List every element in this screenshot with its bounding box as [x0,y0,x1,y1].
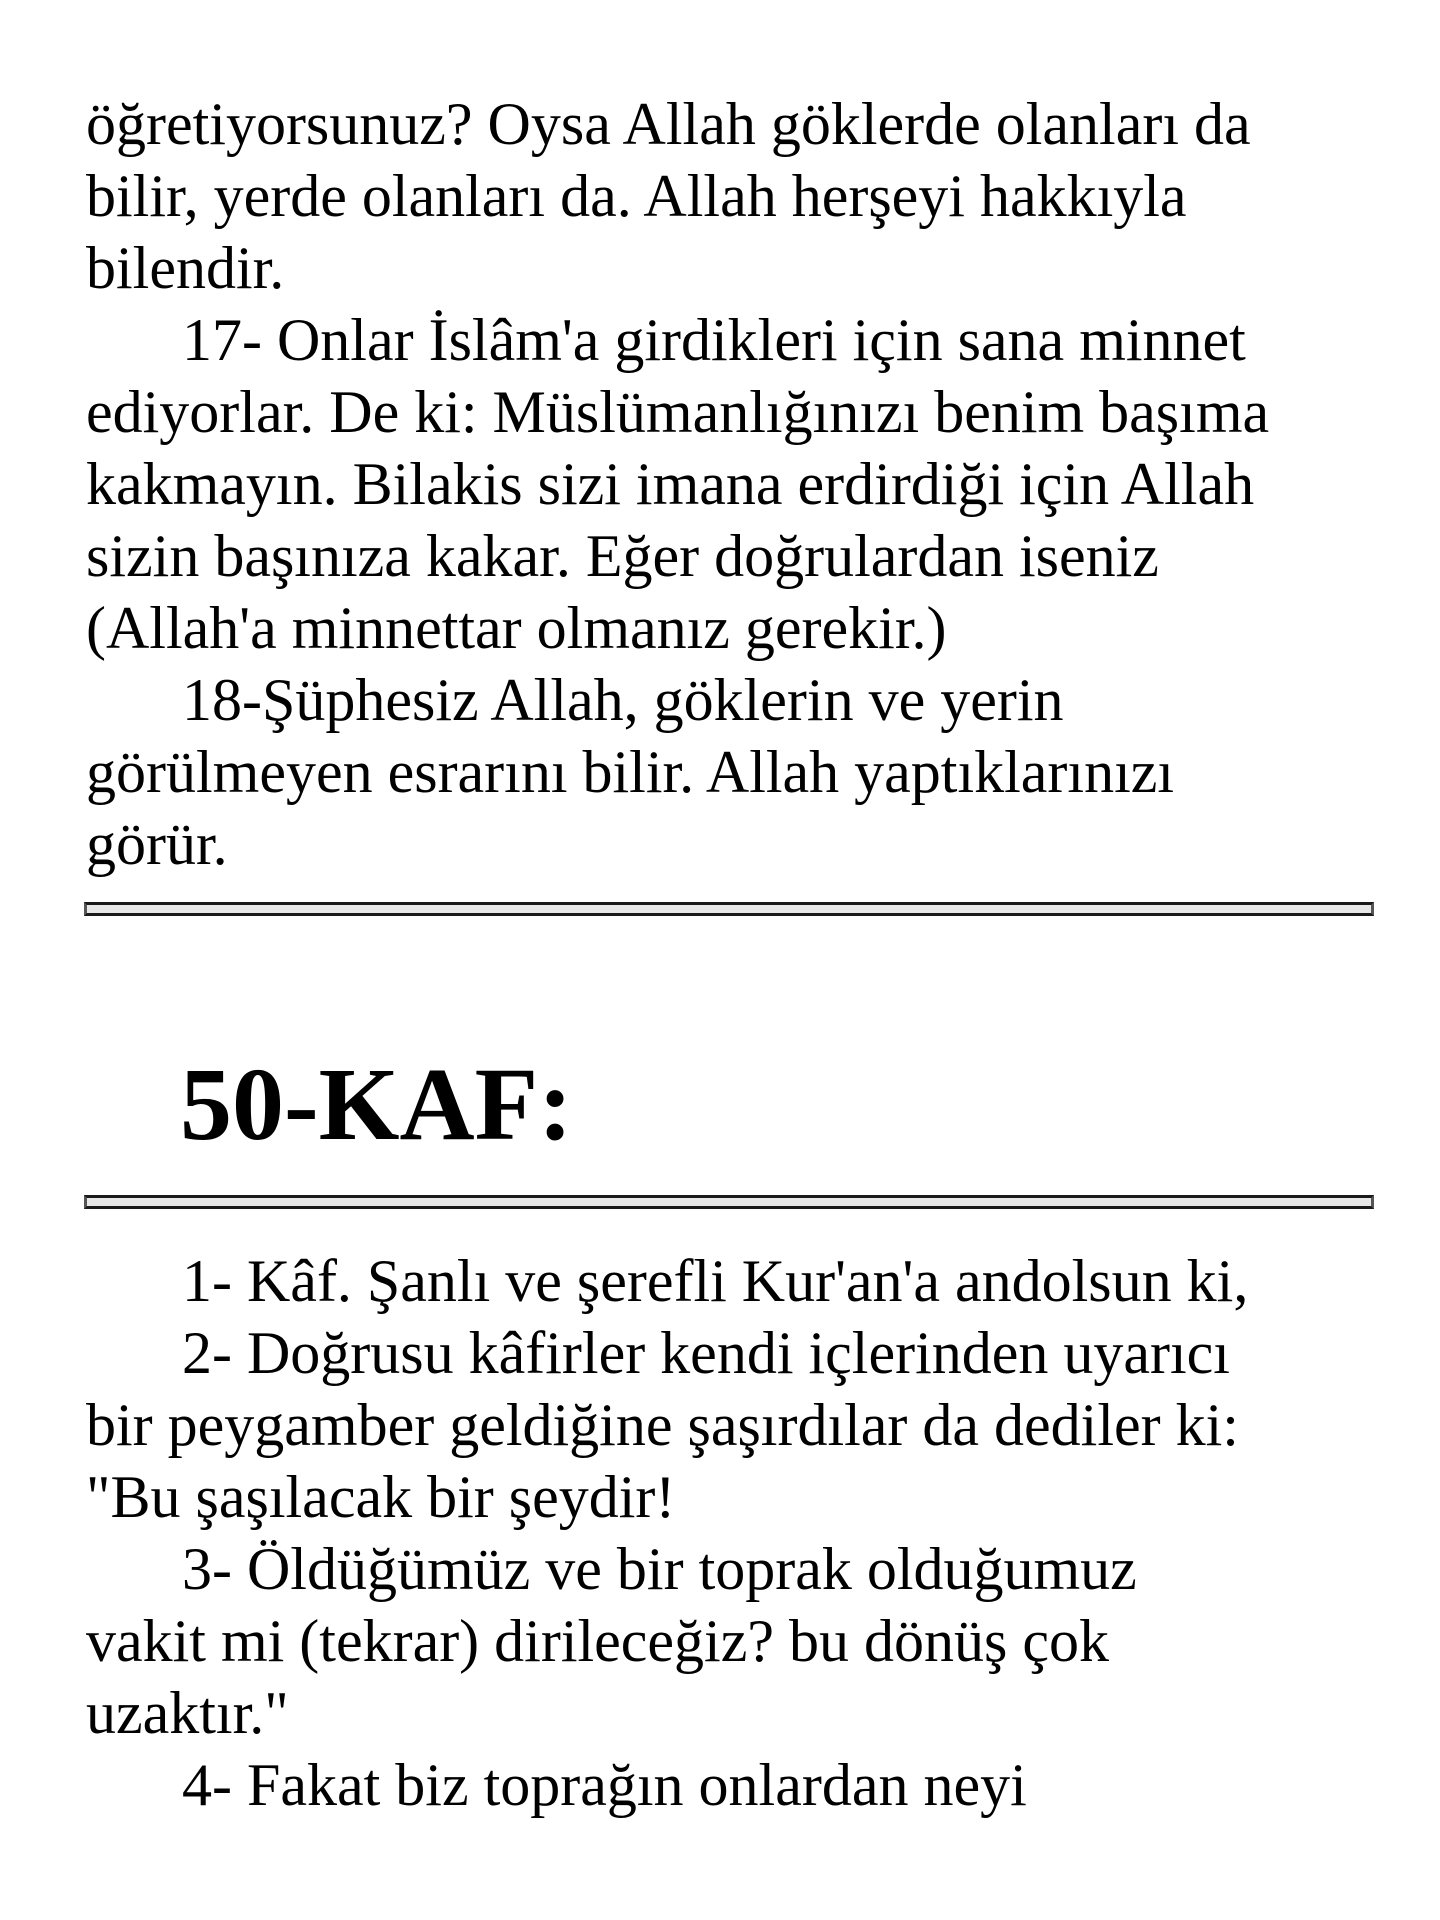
text-line: bilendir. [86,235,285,301]
verse-4-start: 4- Fakat biz toprağın onlardan neyi [182,1752,1027,1818]
text-line: öğretiyorsunuz? Oysa Allah göklerde olanları da [86,91,1251,157]
text-line: kakmayın. Bilakis sizi imana erdirdiği için Allah [86,451,1255,517]
text-line: (Allah'a minnettar olmanız gerekir.) [86,595,947,661]
text-line: uzaktır." [86,1680,289,1746]
verse-18-start: 18-Şüphesiz Allah, göklerin ve yerin [182,667,1064,733]
verse-3-start: 3- Öldüğümüz ve bir toprak olduğumuz [182,1536,1137,1602]
text-line: görülmeyen esrarını bilir. Allah yaptıklarınızı [86,739,1175,805]
top-text-block [86,88,1386,880]
text-line: vakit mi (tekrar) dirileceğiz? bu dönüş çok [86,1608,1109,1674]
bottom-text-block [86,1245,1386,1821]
text-line: bilir, yerde olanları da. Allah herşeyi hakkıyla [86,163,1187,229]
verse-2-start: 2- Doğrusu kâfirler kendi içlerinden uyarıcı [182,1320,1230,1386]
text-line: "Bu şaşılacak bir şeydir! [86,1464,676,1530]
section-divider-top [84,902,1374,916]
text-line: bir peygamber geldiğine şaşırdılar da dediler ki: [86,1392,1239,1458]
verse-17-start: 17- Onlar İslâm'a girdikleri için sana minnet [182,307,1246,373]
section-divider-bottom [84,1195,1374,1209]
text-line: ediyorlar. De ki: Müslümanlığınızı benim başıma [86,379,1270,445]
text-line: sizin başınıza kakar. Eğer doğrulardan iseniz [86,523,1159,589]
section-heading: 50-KAF: [180,1047,573,1162]
text-line: görür. [86,811,228,877]
verse-1-start: 1- Kâf. Şanlı ve şerefli Kur'an'a andolsun ki, [182,1248,1249,1314]
